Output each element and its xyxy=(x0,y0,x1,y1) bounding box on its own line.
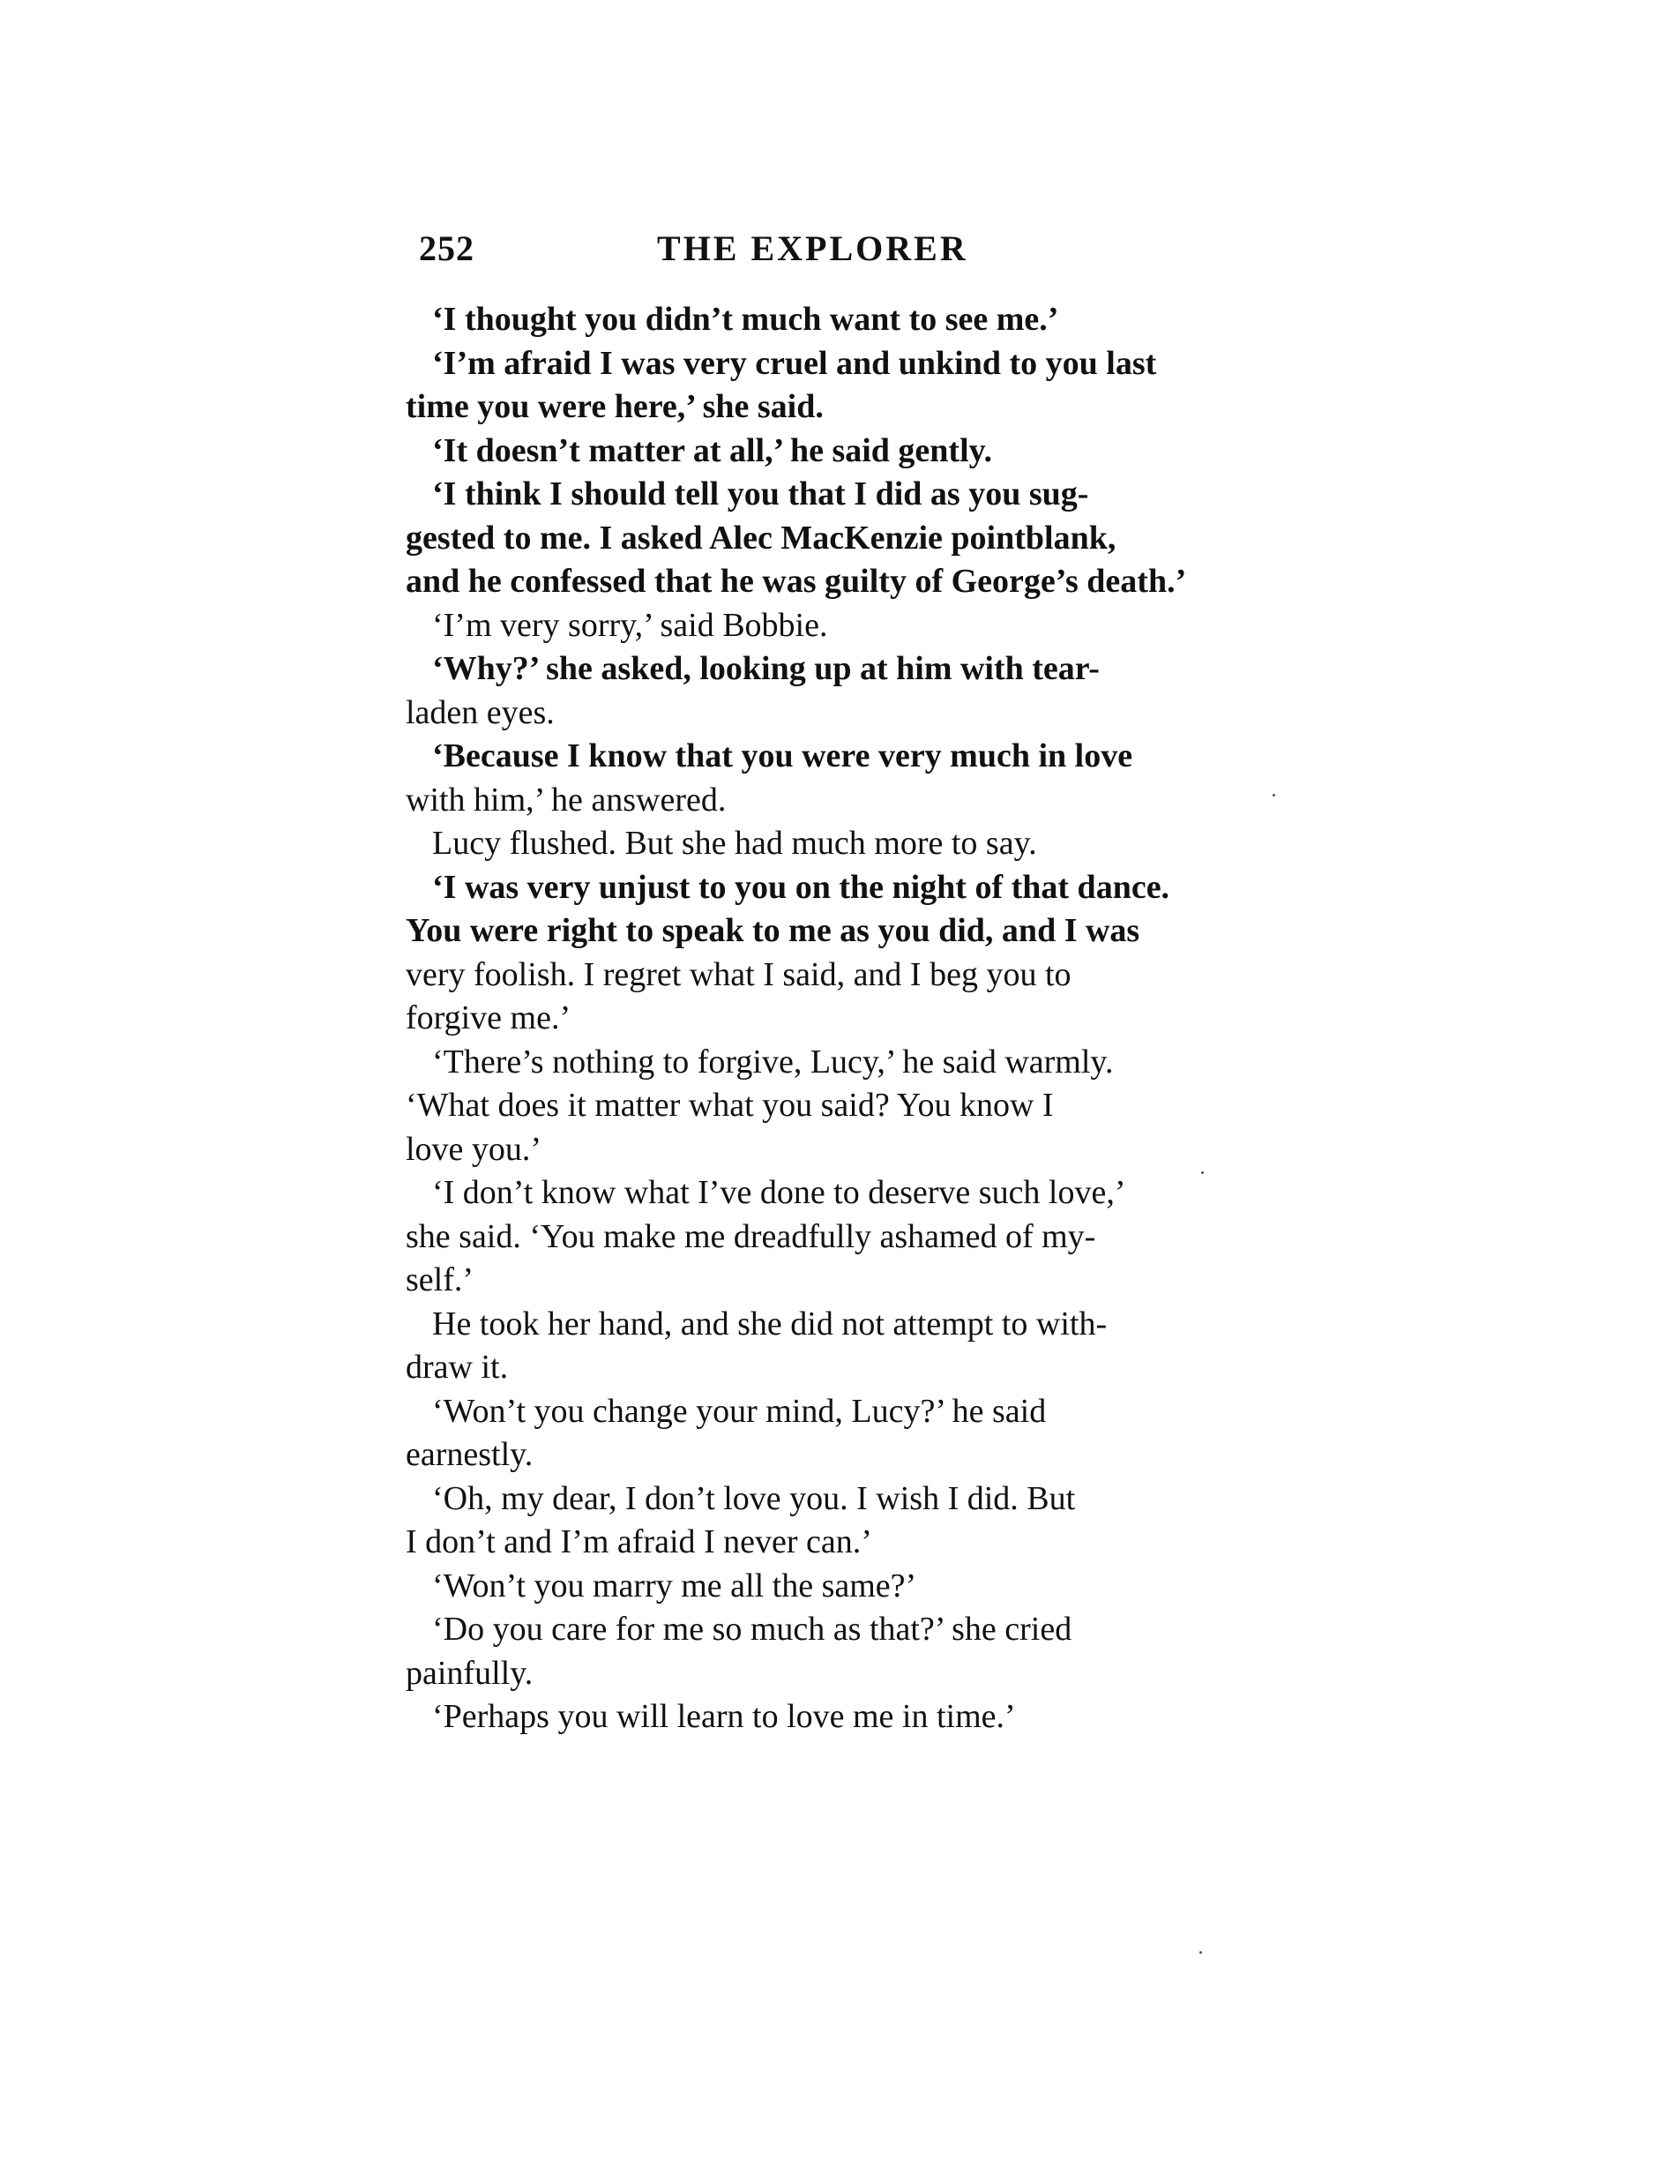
text-line: He took her hand, and she did not attempt to with- xyxy=(432,1305,1108,1343)
page-header xyxy=(419,228,1266,280)
text-line: draw it. xyxy=(406,1349,509,1386)
text-line: ‘I think I should tell you that I did as you sug- xyxy=(432,475,1089,512)
scan-speck xyxy=(1273,794,1275,797)
text-line: Lucy flushed. But she had much more to say. xyxy=(432,825,1037,862)
page-number: 252 xyxy=(419,228,474,268)
text-line: love you.’ xyxy=(406,1130,542,1168)
text-line: ‘Why?’ she asked, looking up at him with tear- xyxy=(432,650,1100,687)
text-line: ‘I’m afraid I was very cruel and unkind to you last xyxy=(432,344,1157,382)
text-line: with him,’ he answered. xyxy=(406,781,727,819)
text-line: gested to me. I asked Alec MacKenzie pointblank, xyxy=(406,519,1116,557)
text-line: ‘There’s nothing to forgive, Lucy,’ he said warmly. xyxy=(432,1043,1114,1081)
text-line: forgive me.’ xyxy=(406,999,571,1036)
text-line: painfully. xyxy=(406,1654,534,1692)
text-line: ‘Do you care for me so much as that?’ she cried xyxy=(432,1611,1072,1648)
text-line: self.’ xyxy=(406,1261,474,1298)
text-line: I don’t and I’m afraid I never can.’ xyxy=(406,1523,872,1560)
text-line: she said. ‘You make me dreadfully ashamed of my- xyxy=(406,1217,1096,1255)
scan-speck xyxy=(1199,1951,1202,1954)
text-line: ‘Oh, my dear, I don’t love you. I wish I did. But xyxy=(432,1479,1076,1517)
text-line: ‘It doesn’t matter at all,’ he said gently. xyxy=(432,431,993,469)
text-line: ‘I don’t know what I’ve done to deserve such love,’ xyxy=(432,1174,1126,1211)
text-line: ‘I was very unjust to you on the night of that dance. xyxy=(432,868,1170,906)
text-line: ‘Won’t you change your mind, Lucy?’ he said xyxy=(432,1392,1047,1430)
text-line: ‘Won’t you marry me all the same?’ xyxy=(432,1567,917,1604)
text-line: very foolish. I regret what I said, and I beg you to xyxy=(406,955,1071,993)
running-head: THE EXPLORER xyxy=(657,228,968,268)
text-line: earnestly. xyxy=(406,1436,534,1473)
text-line: ‘I thought you didn’t much want to see me.’ xyxy=(432,301,1059,338)
scan-speck xyxy=(1201,1171,1204,1174)
text-line: laden eyes. xyxy=(406,693,555,731)
text-line: ‘Because I know that you were very much in love xyxy=(432,737,1133,774)
text-line: You were right to speak to me as you did, and I was xyxy=(406,912,1140,949)
text-line: ‘What does it matter what you said? You know I xyxy=(406,1087,1054,1124)
text-line: ‘I’m very sorry,’ said Bobbie. xyxy=(432,606,828,644)
text-line: ‘Perhaps you will learn to love me in time.’ xyxy=(432,1698,1016,1735)
text-line: time you were here,’ she said. xyxy=(406,388,824,425)
text-line: and he confessed that he was guilty of George’s death.’ xyxy=(406,563,1187,600)
body-text xyxy=(406,298,1270,1739)
